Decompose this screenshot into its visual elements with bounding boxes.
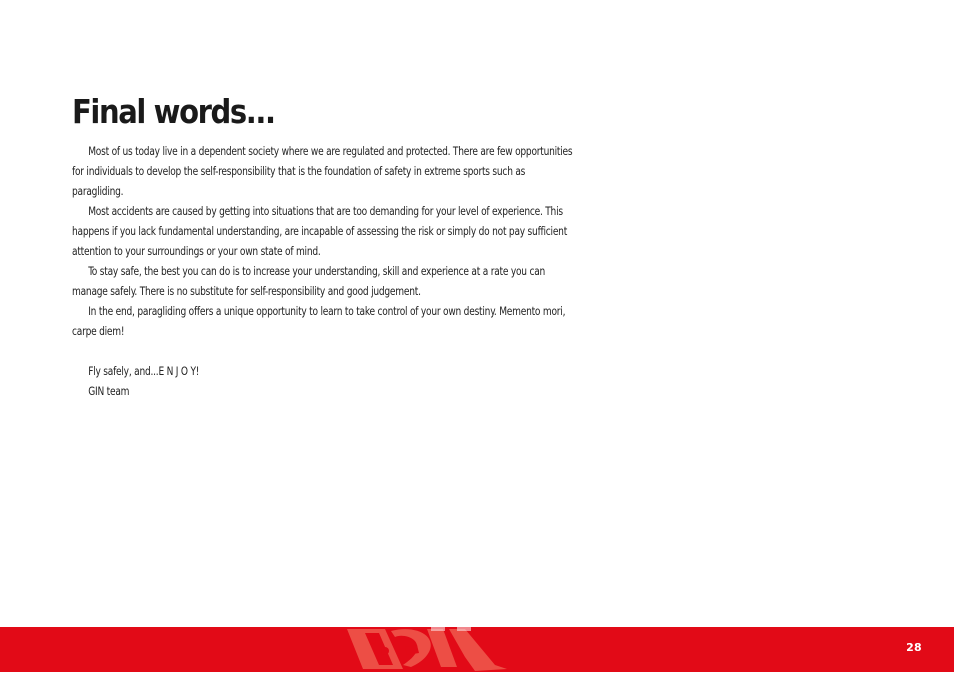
signoff-line-1: Fly safely, and...E N J O Y! [88, 365, 200, 378]
paragraph-4: In the end, paragliding offers a unique opportunity to learn to take control of your own destiny. Memento mori, carpe diem! [72, 305, 566, 338]
signoff-line-2: GIN team [88, 385, 130, 398]
gin-logo-watermark [345, 627, 515, 672]
paragraph-3: To stay safe, the best you can do is to increase your understanding, skill and experience at a rate you can manage safely. There is no substitute for self-responsibility and good judgement. [72, 265, 546, 298]
footer-bar [0, 627, 954, 672]
spacer [72, 342, 592, 362]
paragraph-1: Most of us today live in a dependent society where we are regulated and protected. There are few opportunities for individuals to develop the self-responsibility that is the foundation of safety in extreme sports such as paragliding. [72, 145, 573, 198]
page-number: 28 [906, 641, 922, 654]
page-title: Final words... [72, 92, 275, 131]
paragraph-2: Most accidents are caused by getting into situations that are too demanding for your level of experience. This happens if you lack fundamental understanding, are incapable of assessing the risk or simply do not pay sufficient attention to your surroundings or your own state of mind. [72, 205, 568, 258]
body-text [72, 142, 592, 402]
